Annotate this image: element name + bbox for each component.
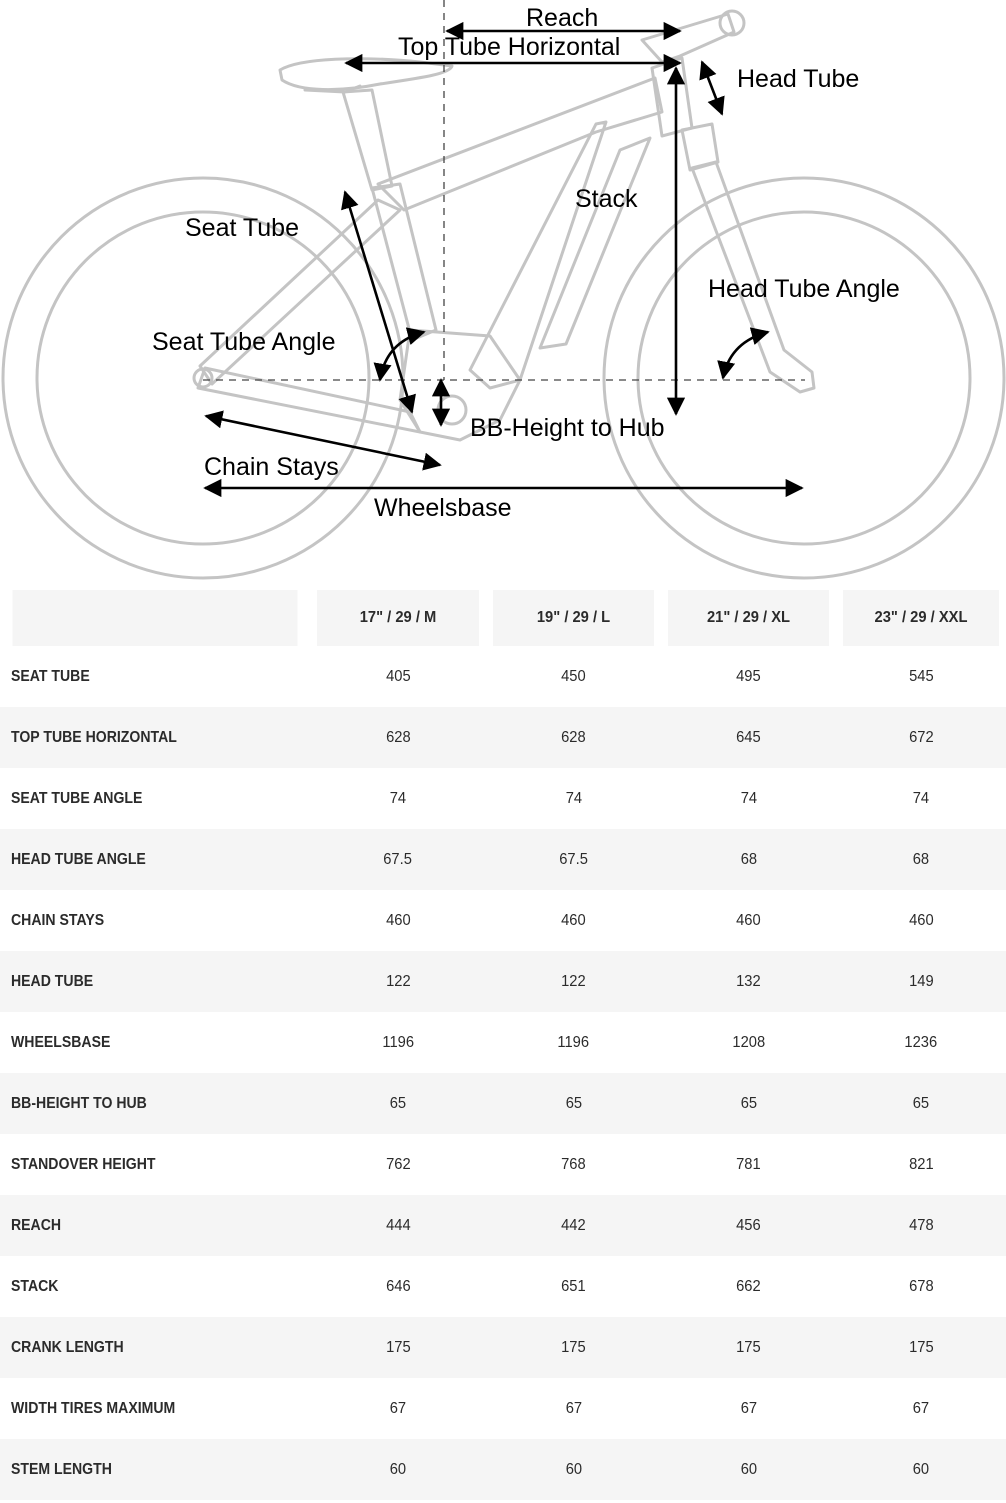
row-label: WIDTH TIRES MAXIMUM: [11, 1399, 176, 1417]
table-row: [0, 1134, 1006, 1195]
table-row: [0, 1378, 1006, 1439]
column-header: 17" / 29 / M: [317, 590, 479, 646]
table-cell: 65: [912, 1094, 930, 1112]
table-cell: 646: [385, 1277, 411, 1295]
table-cell: 495: [736, 667, 761, 685]
table-cell: 132: [736, 972, 761, 990]
table-row: [0, 1073, 1006, 1134]
table-row: [0, 890, 1006, 951]
table-cell: 60: [912, 1460, 930, 1478]
table-cell: 60: [565, 1460, 582, 1478]
table-cell: 67.5: [383, 850, 413, 868]
chain-stays-label: Chain Stays: [204, 453, 339, 481]
table-cell: 460: [561, 911, 586, 929]
column-header: 23" / 29 / XXL: [843, 590, 999, 646]
table-cell: 1236: [904, 1033, 938, 1051]
head-tube-angle-label: Head Tube Angle: [708, 275, 900, 303]
table-row: [0, 707, 1006, 768]
table-cell: 442: [561, 1216, 586, 1234]
table-cell: 768: [561, 1155, 586, 1173]
table-cell: 67: [389, 1399, 407, 1417]
table-row: [0, 829, 1006, 890]
table-row: [0, 1012, 1006, 1073]
stack-label: Stack: [575, 185, 638, 213]
table-cell: 460: [908, 911, 934, 929]
geometry-table: [0, 590, 1006, 1500]
table-cell: 175: [385, 1338, 411, 1356]
table-row: [0, 1317, 1006, 1378]
row-label: BB-HEIGHT TO HUB: [11, 1094, 147, 1112]
column-header: 21" / 29 / XL: [668, 590, 829, 646]
bike-geometry-diagram: [0, 0, 1006, 590]
table-row: [0, 1439, 1006, 1500]
table-cell: 65: [740, 1094, 757, 1112]
top-tube-horizontal-label: Top Tube Horizontal: [398, 33, 621, 61]
table-cell: 651: [561, 1277, 586, 1295]
wheelsbase-label: Wheelsbase: [374, 494, 512, 522]
table-cell: 175: [561, 1338, 586, 1356]
table-cell: 74: [740, 789, 757, 807]
table-cell: 67: [565, 1399, 582, 1417]
table-row: [0, 768, 1006, 829]
table-cell: 1196: [382, 1033, 414, 1051]
front-wheel: [604, 178, 1004, 578]
table-cell: 405: [385, 667, 411, 685]
table-cell: 545: [908, 667, 934, 685]
table-cell: 67: [912, 1399, 930, 1417]
table-cell: 175: [736, 1338, 761, 1356]
table-cell: 65: [565, 1094, 582, 1112]
reach-label: Reach: [526, 4, 599, 32]
row-label: HEAD TUBE: [11, 972, 94, 990]
row-label: STANDOVER HEIGHT: [11, 1155, 156, 1173]
table-cell: 67.5: [559, 850, 588, 868]
bb-height-label: BB-Height to Hub: [470, 414, 665, 442]
table-cell: 149: [908, 972, 934, 990]
table-cell: 628: [385, 728, 411, 746]
seatpost: [343, 90, 392, 190]
table-cell: 478: [908, 1216, 934, 1234]
table-cell: 68: [912, 850, 930, 868]
table-cell: 662: [736, 1277, 761, 1295]
table-cell: 122: [385, 972, 411, 990]
table-cell: 60: [389, 1460, 407, 1478]
table-row: [0, 1256, 1006, 1317]
table-cell: 672: [908, 728, 934, 746]
table-cell: 460: [736, 911, 761, 929]
table-cell: 65: [389, 1094, 407, 1112]
table-cell: 67: [740, 1399, 757, 1417]
table-cell: 781: [736, 1155, 761, 1173]
table-cell: 678: [908, 1277, 934, 1295]
seat-tube-label: Seat Tube: [185, 214, 299, 242]
row-label: REACH: [11, 1216, 62, 1234]
table-cell: 60: [740, 1460, 757, 1478]
row-label: STEM LENGTH: [11, 1460, 112, 1478]
row-label: HEAD TUBE ANGLE: [11, 850, 146, 868]
table-cell: 628: [561, 728, 586, 746]
table-cell: 762: [385, 1155, 411, 1173]
row-label: CHAIN STAYS: [11, 911, 105, 929]
table-cell: 175: [908, 1338, 934, 1356]
table-cell: 122: [561, 972, 586, 990]
table-cell: 456: [736, 1216, 761, 1234]
row-label: WHEELSBASE: [11, 1033, 111, 1051]
table-cell: 1208: [732, 1033, 765, 1051]
table-cell: 460: [385, 911, 411, 929]
table-header-row: [0, 590, 1006, 646]
table-cell: 821: [908, 1155, 934, 1173]
seat-tube-angle-label: Seat Tube Angle: [152, 328, 336, 356]
row-label: SEAT TUBE: [11, 667, 90, 685]
table-cell: 74: [389, 789, 407, 807]
table-cell: 74: [565, 789, 582, 807]
table-row: [0, 951, 1006, 1012]
table-cell: 74: [912, 789, 930, 807]
table-row: [0, 1195, 1006, 1256]
row-label: SEAT TUBE ANGLE: [11, 789, 143, 807]
head-tube-angle-arrow: [723, 332, 768, 378]
head-tube-label: Head Tube: [737, 65, 860, 93]
row-label: CRANK LENGTH: [11, 1338, 124, 1356]
down-tube: [470, 122, 606, 388]
row-label: STACK: [11, 1277, 59, 1295]
table-cell: 444: [385, 1216, 411, 1234]
head-tube-arrow: [702, 62, 722, 114]
table-row: [0, 646, 1006, 707]
table-cell: 450: [561, 667, 586, 685]
header-corner: [12, 590, 297, 646]
column-header: 19" / 29 / L: [493, 590, 654, 646]
table-cell: 645: [736, 728, 761, 746]
table-cell: 68: [740, 850, 757, 868]
row-label: TOP TUBE HORIZONTAL: [11, 728, 177, 746]
table-cell: 1196: [557, 1033, 590, 1051]
